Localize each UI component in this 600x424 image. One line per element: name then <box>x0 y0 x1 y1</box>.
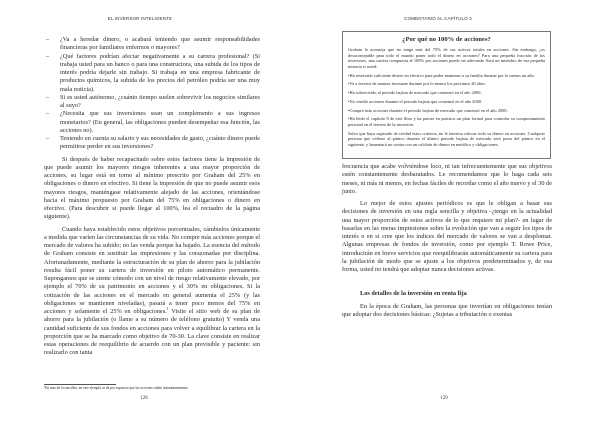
paragraph-text: Visite el sitio web de su plan de ahorro para la jubilación (o llame a su número de teléfono gratuito) Y venda una cantidad suficiente de sus fondos en acciones para volver a equilibrar la cartera en la proporción que se ha marcado como objetivo de 70-30. La clave consiste en realizar estas operaciones de reequilibrio de acuerdo con un plan previsible y paciente: sin realizarlo con tanta <box>44 308 260 357</box>
footnote-divider <box>44 384 116 385</box>
section-heading: Los detalles de la inversión en renta fija <box>360 290 467 298</box>
left-body <box>44 36 260 358</box>
list-item: – ¿Necesita que sus inversiones sean un complemento a sus ingresos monetarios? (En general, las obligaciones pueden desempeñar esa función, las acciones no). <box>44 110 260 135</box>
box-intro: Graham le aconseja que no tenga más del 75% de sus activos totales en acciones. Sin embargo, ¿es desaconsejable para todo el mundo poner todo el dinero en acciones? Para una pequeña fracción de los inversores, una cartera compuesta al 100% por acciones puede ser adecuada. Será un miembro de esa pequeña minoría si usted: <box>348 47 545 69</box>
sidebar-box <box>342 31 551 159</box>
footnote: ¹En aras de la sencillez, en este ejemplo se da por supuesto que las acciones suben instantáneamente. <box>44 386 189 390</box>
box-criterion: •No vendió acciones durante el periodo bajista que comenzó en el año 2000. <box>348 98 483 104</box>
page-number: 128 <box>140 396 148 401</box>
box-criterion: •Ha reservado suficiente dinero en efectivo para poder mantener a su familia durante por lo menos un año. <box>348 72 535 78</box>
right-page <box>300 0 600 424</box>
page-number: 129 <box>440 396 448 401</box>
box-criterion: •Ha leído el capítulo 8 de este libro y ha puesto en práctica un plan formal para controlar su comportamiento personal en el terreno de la inversión. <box>348 116 545 128</box>
paragraph <box>44 226 260 358</box>
paragraph: Si después de haber recapacitado sobre estos factores tiene la impresión de que puede asumir los mayores riesgos inherentes a una mayor proporción de acciones, su lugar está en torno al mínimo prescrito por Graham del 25% en obligaciones o dinero en efectivo. Si tiene la impresión de que no puede asumir esos mayores riesgos, manténgase relativamente alejado de las acciones, orientándose hacia el máximo propuesto por Graham del 75% en obligaciones o dinero en efectivo. (Para descubrir si puede llegar al 100%, lea el recuadro de la página siguiente). <box>44 155 260 221</box>
paragraph: Lo mejor de estos ajustes periódicos es que le obligan a basar sus decisiones de inversión en una regla sencilla y objetiva -¿tengo en la actualidad una mayor proporción de estos activos de lo que requiere mi plan?- en lugar de basarlas en las meras impresiones sobre la evolución que van a seguir los tipos de interés o en si cree que los índices del mercado de valores se van a desplomar. Algunas empresas de fondos de inversión, como por ejemplo T. Rowe Price, introducirán en breve servicios que reequilibrarán automáticamente su cartera para la jubilación de modo que se ajuste a los objetivos predeterminados y, de esa forma, usted no tendrá que adoptar nunca decisiones activas. <box>342 200 552 273</box>
right-body <box>342 163 552 319</box>
box-title: ¿Por qué no 100% de acciones? <box>402 36 491 43</box>
list-item: – Si es usted autónomo, ¿cuánto tiempo suelen sobrevivir los negocios similares al suyo? <box>44 94 260 111</box>
box-conclusion: Salvo que haya superado de verdad estos criterios, no le interesa colocar todo su dinero en acciones. Cualquier persona que cediese al pánico durante el último periodo bajista de mercado será presa del pánico en el siguiente, y lamentará no contar con un colchón de dinero en metálico y obligaciones. <box>348 130 545 148</box>
box-criterion: •Ha sobrevivido al periodo bajista de mercado que comenzó en el año 2000. <box>348 90 482 96</box>
box-criterion: •Va a invertir de manera incesante durante por lo menos los próximos 20 años. <box>348 81 486 87</box>
paragraph-text: Cuando haya establecido estos objetivos porcentuales, cámbielos únicamente a medida que varíen las circunstancias de su vida. No compre más acciones porque el mercado de valores ha subido; no las venda porque ha bajado. La esencia del método de Graham consiste en sustituir las impresiones y las corazonadas por disciplina. Afortunadamente, mediante la estructuración de su plan de ahorro para la jubilación resulta fácil poner su cartera de inversión en piloto automático permanente. Supongamos que se siente cómodo con un nivel de riesgo relativamente elevado, por ejemplo el 70% de su patrimonio en acciones y el 30% en obligaciones. Si la cotización de las acciones en el mercado en general aumenta el 25% (y las obligaciones se mantienen niveladas), pasará a tener poco menos del 75% en acciones y solamente el 25% en obligaciones. <box>44 225 260 315</box>
running-head: EL INVERSOR INTELIGENTE <box>107 16 173 21</box>
list-item: – ¿Va a heredar dinero, o acabará teniendo que asumir responsabilidades financieras por familiares enfermos o mayores? <box>44 36 260 53</box>
paragraph: frecuencia que acabe volviéndose loco, ni tan infrecuentemente que sus objetivos estén constantemente desbaratados. Le recomendamos que lo haga cada seis meses, ni más ni menos, en fechas fáciles de recordar como el año nuevo y el 30 de junio. <box>342 163 552 195</box>
list-item: – Teniendo en cuenta su salario y sus necesidades de gasto, ¿cuánto dinero puede permitirse perder en sus inversiones? <box>44 135 260 152</box>
running-head: COMENTARIO AL CAPÍTULO 4 <box>404 16 472 21</box>
paragraph: En la época de Graham, las personas que invertían en obligaciones tenían que adoptar dos decisiones básicas: ¿Sujetas a tributación o exentas <box>342 302 552 318</box>
list-item: – ¿Qué factores podrían afectar negativamente a su carrera profesional? (Si trabaja usted para un banco o para una constructora, una subida de los tipos de interés podría dejarle sin trabajo. Si trabaja en una empresa fabricante de productos químicos, la subida de los precios del petróleo podría ser una muy mala noticia). <box>44 53 260 94</box>
question-list <box>44 36 260 152</box>
footnote-marker: 1 <box>166 306 169 311</box>
box-criterion: •Compró más acciones durante el periodo bajista de mercado que comenzó en el año 2000. <box>348 107 508 113</box>
